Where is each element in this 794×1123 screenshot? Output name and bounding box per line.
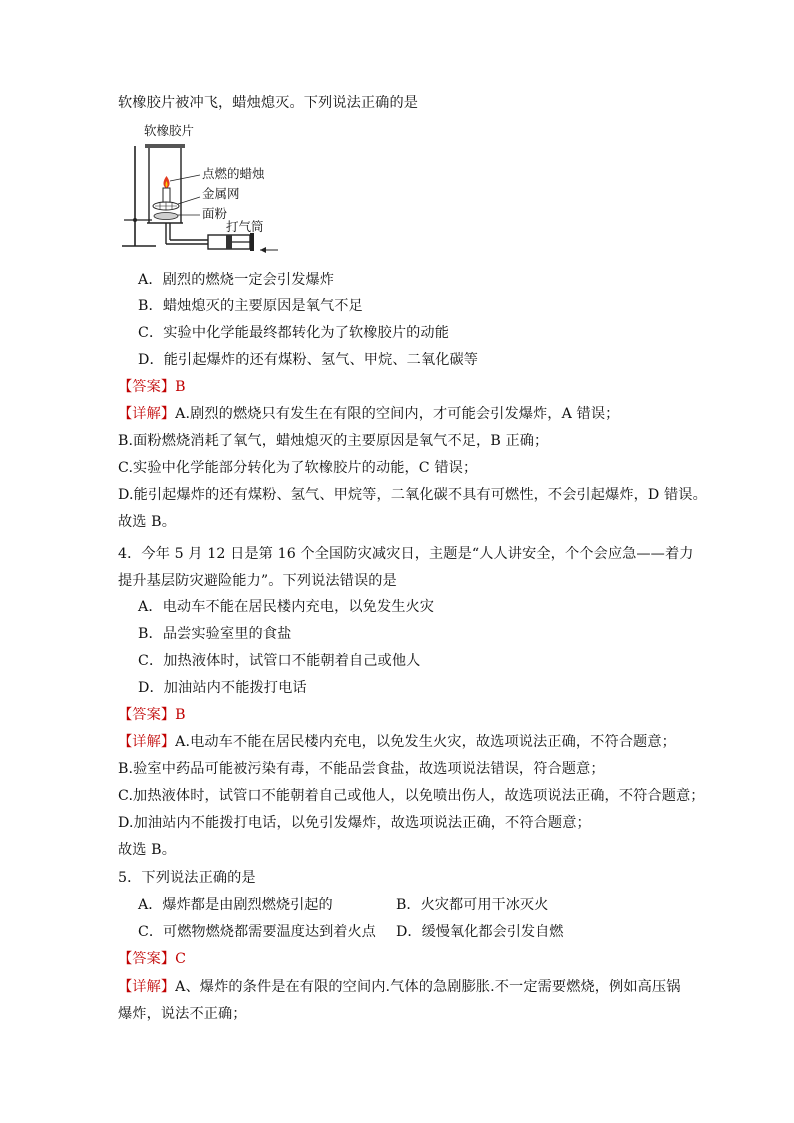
q3-conclusion: 故选 B。 [118, 514, 176, 530]
q4-stem-line1: 4．今年 5 月 12 日是第 16 个全国防灾减灾日，主题是“人人讲安全，个个会应急——着力 [118, 546, 694, 562]
answer-label: 【答案】 [118, 951, 176, 967]
q5-option-d: D．缓慢氧化都会引发自燃 [396, 924, 564, 940]
q5-option-b: B．火灾都可用干冰灭火 [396, 897, 549, 913]
q3-detail-line: C.实验中化学能部分转化为了软橡胶片的动能，C 错误； [118, 460, 478, 476]
q5-option-c: C．可燃物燃烧都需要温度达到着火点 [138, 924, 376, 940]
q3-detail-line: B.面粉燃烧消耗了氧气，蜡烛熄灭的主要原因是氧气不足，B 正确； [118, 433, 549, 449]
pump-handle [250, 233, 254, 251]
q4-option-b: B．品尝实验室里的食盐 [138, 626, 292, 642]
q4-answer [118, 705, 186, 725]
answer-label: 【答案】 [118, 379, 176, 395]
detail-text: A.电动车不能在居民楼内充电，以免发生火灾，故选项说法正确，不符合题意； [175, 734, 676, 750]
answer-value: B [175, 379, 186, 395]
q5-detail-line [118, 977, 681, 997]
q4-detail-line: D.加油站内不能拨打电话，以免引发爆炸，故选项说法正确，不符合题意； [118, 815, 591, 831]
q5-option-a: A．爆炸都是由剧烈燃烧引起的 [138, 897, 333, 913]
q4-option-c: C．加热液体时，试管口不能朝着自己或他人 [138, 653, 421, 669]
detail-label: 【详解】 [118, 734, 176, 750]
q4-detail-line: C.加热液体时，试管口不能朝着自己或他人，以免喷出伤人，故选项说法正确，不符合题意； [118, 788, 705, 804]
q5-detail-line: 爆炸，说法不正确； [118, 1006, 247, 1022]
q3-option-b: B．蜡烛熄灭的主要原因是氧气不足 [138, 298, 363, 314]
detail-text: A、爆炸的条件是在有限的空间内.气体的急剧膨胀.不一定需要燃烧，例如高压锅 [175, 979, 681, 995]
q5-stem: 5．下列说法正确的是 [118, 870, 256, 886]
q4-option-a: A．电动车不能在居民楼内充电，以免发生火灾 [138, 599, 435, 615]
detail-label: 【详解】 [118, 979, 176, 995]
q3-detail-line [118, 404, 619, 424]
q3-option-d: D．能引起爆炸的还有煤粉、氢气、甲烷、二氧化碳等 [138, 352, 479, 368]
q3-stem-tail: 软橡胶片被冲飞，蜡烛熄灭。下列说法正确的是 [118, 95, 419, 111]
label-pump: 打气筒 [226, 219, 264, 234]
q4-detail-line: B.验室中药品可能被污染有毒，不能品尝食盐，故选项说法错误，符合题意； [118, 761, 605, 777]
q4-detail-line [118, 732, 676, 752]
q4-stem-line2: 提升基层防灾避险能力”。下列说法错误的是 [118, 573, 397, 589]
clamp-knob [133, 218, 137, 222]
rubber-sheet [145, 144, 185, 148]
q3-option-a: A．剧烈的燃烧一定会引发爆炸 [138, 272, 335, 288]
pump-piston [226, 235, 232, 249]
answer-label: 【答案】 [118, 707, 176, 723]
detail-label: 【详解】 [118, 406, 176, 422]
flour [154, 213, 178, 220]
q3-option-c: C．实验中化学能最终都转化为了软橡胶片的动能 [138, 325, 449, 341]
label-metal-mesh: 金属网 [202, 186, 240, 201]
label-candle: 点燃的蜡烛 [202, 166, 265, 181]
answer-value: C [175, 951, 187, 967]
answer-value: B [175, 707, 186, 723]
q3-answer [118, 377, 186, 397]
explosion-apparatus-diagram [118, 118, 318, 260]
q3-detail-line: D.能引起爆炸的还有煤粉、氢气、甲烷等，二氧化碳不具有可燃性，不会引起爆炸，D 错误。 [118, 487, 707, 503]
label-rubber-sheet: 软橡胶片 [144, 123, 195, 138]
label-flour: 面粉 [202, 206, 228, 221]
q4-option-d: D．加油站内不能拨打电话 [138, 680, 307, 696]
q5-answer [118, 949, 186, 969]
detail-text: A.剧烈的燃烧只有发生在有限的空间内，才可能会引发爆炸，A 错误； [175, 406, 620, 422]
q4-conclusion: 故选 B。 [118, 842, 176, 858]
